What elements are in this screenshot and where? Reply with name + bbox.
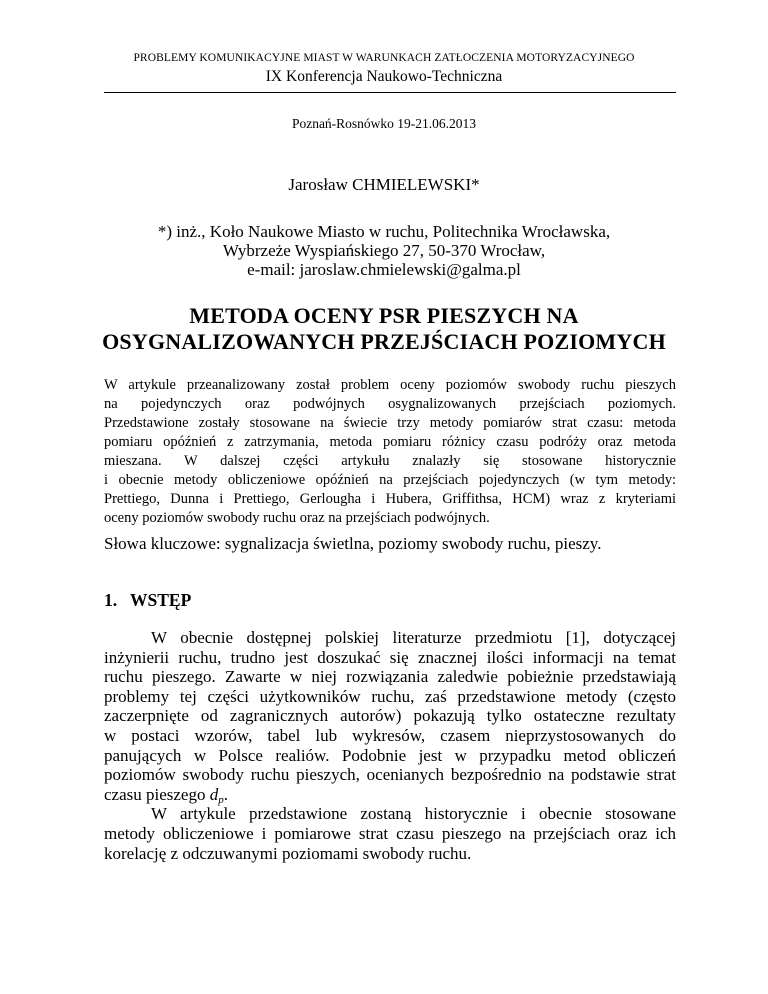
body-line: korelację z odczuwanymi poziomami swobody ruchu. xyxy=(104,843,472,863)
body-line: w postaci wzorów, tabel lub wykresów, czasem nieprzystosowanych do xyxy=(104,725,676,745)
section-number: 1. xyxy=(104,590,118,610)
body-line: poziomów swobody ruchu pieszych, ocenianych bezpośrednio na podstawie strat xyxy=(104,765,676,785)
abstract-line: Prettiego, Dunna i Prettiego, Gerlougha i Hubera, Griffithsa, HCM) wraz z kryteriami xyxy=(104,491,676,507)
keywords: Słowa kluczowe: sygnalizacja świetlna, poziomy swobody ruchu, pieszy. xyxy=(104,534,602,553)
affiliation-line: Wybrzeże Wyspiańskiego 27, 50-370 Wrocław, xyxy=(222,241,546,260)
body-line: metody obliczeniowe i pomiarowe strat czasu pieszego na przejściach oraz ich xyxy=(104,823,676,843)
section-heading xyxy=(104,590,191,611)
body-line: inżynierii ruchu, trudno jest doszukać się znacznej ilości informacji na temat xyxy=(104,647,676,667)
abstract xyxy=(104,376,676,528)
conference-date-place: Poznań-Rosnówko 19-21.06.2013 xyxy=(291,116,477,131)
conference-series: PROBLEMY KOMUNIKACYJNE MIAST W WARUNKACH ZATŁOCZENIA MOTORYZACYJNEGO xyxy=(133,52,635,64)
abstract-line: W artykule przeanalizowany został problem oceny poziomów swobody ruchu pieszych xyxy=(104,377,676,393)
body-line: ruchu pieszego. Zawarte w niej rozwiązania zaledwie pobieżnie przedstawiają xyxy=(104,667,676,687)
paper-title xyxy=(0,303,768,355)
affiliation-line: *) inż., Koło Naukowe Miasto w ruchu, Politechnika Wrocławska, xyxy=(157,222,611,241)
affiliation-email: e-mail: jaroslaw.chmielewski@galma.pl xyxy=(247,260,521,279)
abstract-line: pomiaru opóźnień z zatrzymania, metoda pomiaru różnicy czasu podróży oraz metoda xyxy=(104,434,676,450)
author-name: Jarosław CHMIELEWSKI* xyxy=(288,175,480,194)
conference-name: IX Konferencja Naukowo-Techniczna xyxy=(265,68,503,85)
abstract-line: mieszana. W dalszej części artykułu znalazły się stosowane historycznie xyxy=(104,453,676,469)
variable-d: d xyxy=(209,784,219,804)
body-text xyxy=(104,628,676,863)
body-line: panujących w Polsce realiów. Podobnie jest w przypadku metod obliczeń xyxy=(104,745,676,765)
title-line: METODA OCENY PSR PIESZYCH NA xyxy=(189,303,579,328)
title-line: OSYGNALIZOWANYCH PRZEJŚCIACH POZIOMYCH xyxy=(102,329,666,354)
body-line: W obecnie dostępnej polskiej literaturze przedmiotu [1], dotyczącej xyxy=(151,628,676,647)
abstract-line: oceny poziomów swobody ruchu oraz na przejściach podwójnych. xyxy=(104,510,490,526)
abstract-line: i obecnie metody obliczeniowe opóźnień na przejściach pojedynczych (w tym metody: xyxy=(104,472,676,488)
variable-subscript: p xyxy=(218,793,224,806)
body-line: W artykule przedstawione zostaną historycznie i obecnie stosowane xyxy=(151,804,676,824)
body-line: problemy tej części użytkowników ruchu, zaś przedstawione metody (często xyxy=(104,686,676,706)
section-title: WSTĘP xyxy=(130,590,192,610)
body-line: zaczerpnięte od zagranicznych autorów) pokazują tylko ostateczne rezultaty xyxy=(104,706,676,726)
body-line-last xyxy=(104,785,676,805)
abstract-line: na pojedynczych oraz podwójnych osygnalizowanych przejściach poziomych. xyxy=(104,396,676,412)
body-text-fragment: czasu pieszego xyxy=(104,784,210,804)
abstract-line: Przedstawione zostały stosowane na świecie trzy metody pomiarów strat czasu: metoda xyxy=(104,415,676,431)
body-text-fragment: . xyxy=(223,784,228,804)
header-rule xyxy=(104,92,676,93)
author-affiliation xyxy=(0,222,768,279)
